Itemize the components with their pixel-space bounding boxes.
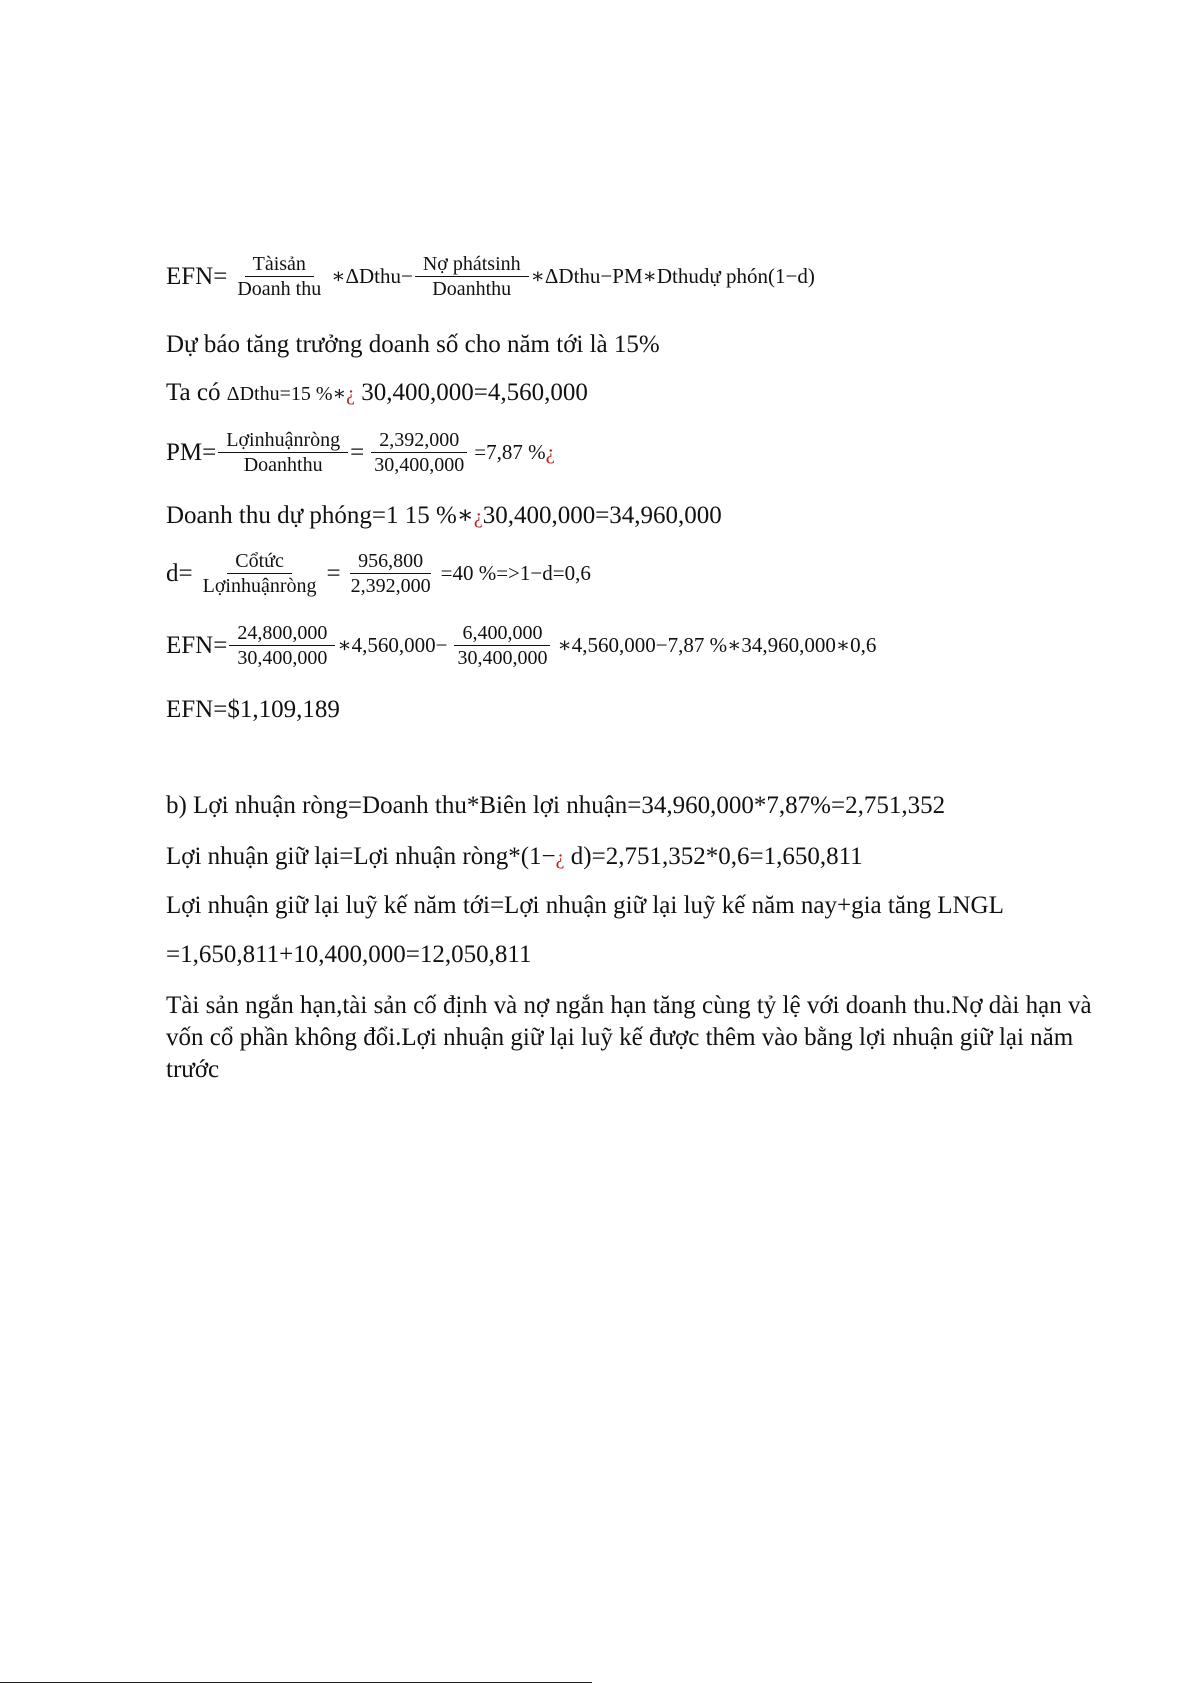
fraction-denominator: Lợinhuậnròng	[202, 575, 317, 597]
pm-formula	[166, 428, 555, 477]
efn-fraction-liabilities	[415, 252, 529, 301]
projected-result: 30,400,000=34,960,000	[482, 502, 722, 529]
efn-calc-fraction-liabilities	[449, 621, 555, 670]
retained-earnings-line	[166, 842, 863, 873]
efn-calc-tail: ∗4,560,000−7,87 %∗34,960,000∗0,6	[557, 633, 877, 657]
net-income-line: b) Lợi nhuận ròng=Doanh thu*Biên lợi nhuận=34,960,000*7,87%=2,751,352	[166, 792, 946, 819]
efn-calc-lhs: EFN=	[166, 631, 228, 659]
pm-equals: =	[350, 438, 365, 466]
fraction-denominator: 30,400,000	[237, 647, 328, 669]
retained-before: Lợi nhuận giữ lại=Lợi nhuận ròng*(1−	[166, 843, 556, 870]
retained-after: d)=2,751,352*0,6=1,650,811	[564, 843, 863, 870]
projected-revenue-line	[166, 501, 722, 532]
fraction-denominator: 2,392,000	[350, 575, 431, 597]
pm-result: =7,87 %	[474, 440, 546, 464]
delta-result: 30,400,000=4,560,000	[355, 379, 588, 406]
fraction-denominator: 30,400,000	[374, 454, 465, 476]
accumulated-retained-line: Lợi nhuận giữ lại luỹ kế năm tới=Lợi nhuận giữ lại luỹ kế năm nay+gia tăng LNGL	[166, 892, 1004, 919]
efn-calculation	[166, 621, 876, 670]
fraction-denominator: Doanhthu	[243, 454, 323, 476]
fraction-numerator: 6,400,000	[454, 621, 550, 646]
d-result: =40 %=>1−d=0,6	[440, 561, 591, 585]
d-lhs: d=	[166, 559, 193, 587]
d-fraction-text	[195, 549, 325, 598]
closing-paragraph: Tài sản ngắn hạn,tài sản cố định và nợ ngắn hạn tăng cùng tỷ lệ với doanh thu.Nợ dài hạn và vốn cổ phần không đổi.Lợi nhuận giữ lại luỹ kế được thêm vào bằng lợi nhuận giữ lại năm trước	[166, 992, 1092, 1083]
fraction-numerator: 956,800	[350, 549, 431, 574]
efn-result: EFN=$1,109,189	[166, 696, 340, 723]
error-symbol: ¿	[346, 383, 356, 405]
dividend-ratio-formula	[166, 549, 591, 598]
pm-fraction-text	[218, 428, 348, 477]
efn-lhs: EFN=	[166, 262, 228, 290]
fraction-denominator: Doanhthu	[432, 278, 512, 300]
fraction-denominator: 30,400,000	[457, 647, 548, 669]
efn-formula	[166, 252, 815, 301]
efn-fraction-assets	[229, 252, 329, 301]
fraction-numerator: 2,392,000	[371, 428, 467, 453]
error-symbol: ¿	[545, 440, 555, 464]
accumulated-result-line: =1,650,811+10,400,000=12,050,811	[166, 941, 532, 968]
fraction-numerator: Tàisản	[245, 252, 314, 277]
growth-forecast-text: Dự báo tăng trưởng doanh số cho năm tới là 15%	[166, 331, 660, 358]
projected-text: Doanh thu dự phóng=1 15 %∗	[166, 502, 474, 529]
footer-divider	[0, 1682, 592, 1683]
delta-expression: ΔDthu=15 %∗	[226, 383, 347, 405]
error-symbol: ¿	[473, 506, 483, 528]
pm-fraction-values	[366, 428, 472, 477]
fraction-numerator: Cổtức	[227, 549, 292, 574]
efn-tail: ∗ΔDthu−PM∗Dthudự phón(1−d)	[530, 264, 815, 288]
efn-calc-fraction-assets	[229, 621, 335, 670]
error-symbol: ¿	[555, 847, 565, 869]
fraction-numerator: Lợinhuậnròng	[218, 428, 348, 453]
d-fraction-values	[343, 549, 439, 598]
delta-revenue-line	[166, 378, 588, 409]
fraction-denominator: Doanh thu	[237, 278, 322, 300]
efn-calc-mid: ∗4,560,000−	[337, 633, 448, 657]
pm-lhs: PM=	[166, 438, 217, 466]
d-equals: =	[326, 559, 341, 587]
delta-prefix: Ta có	[166, 379, 221, 406]
fraction-numerator: Nợ phátsinh	[415, 252, 529, 277]
efn-operator: ∗ΔDthu−	[331, 264, 413, 288]
fraction-numerator: 24,800,000	[229, 621, 335, 646]
